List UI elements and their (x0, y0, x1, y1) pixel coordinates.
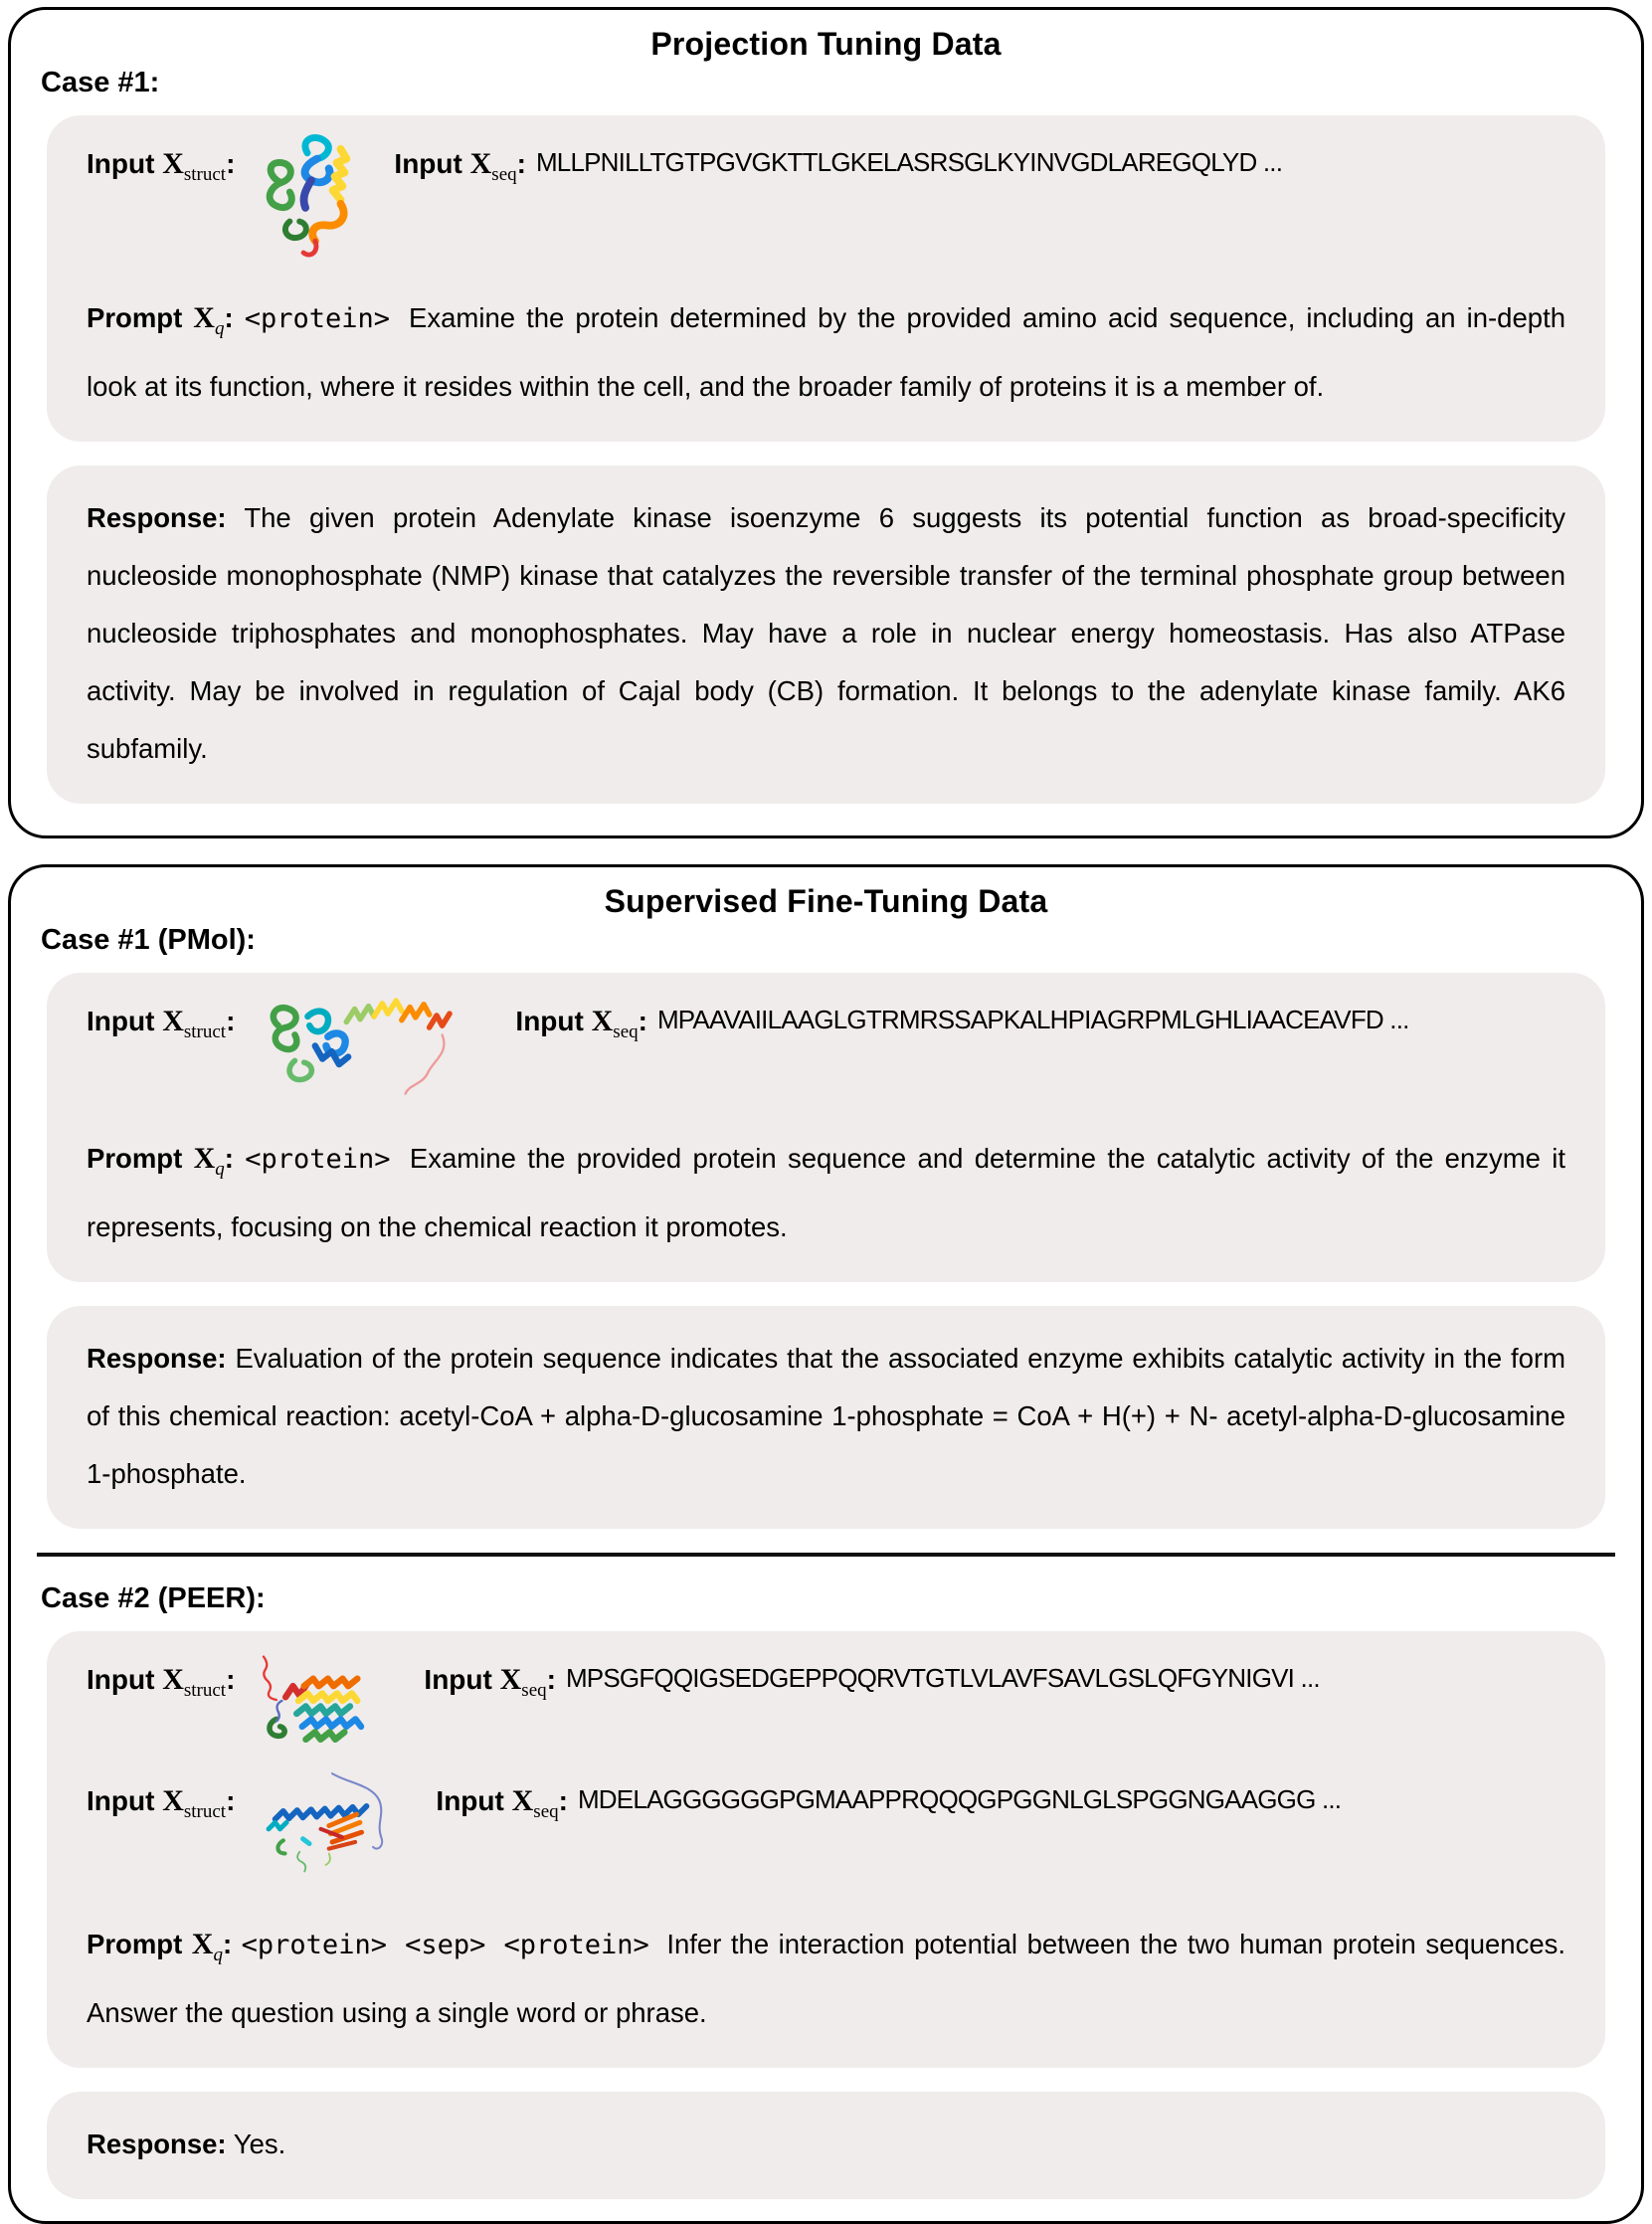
case-label: Case #1: (41, 67, 160, 98)
projection-tuning-panel (8, 7, 1644, 838)
response-text: Yes. (233, 2129, 286, 2159)
response-bubble (47, 2092, 1605, 2199)
sft-panel (8, 864, 1644, 2224)
prompt-special-tokens: <protein> (244, 303, 390, 334)
response-label: Response: (87, 2129, 227, 2159)
input-prompt-bubble (47, 115, 1605, 442)
panel-title: Projection Tuning Data (650, 26, 1002, 62)
input-seq-label: Input $X_{seq}$: (515, 1005, 647, 1042)
response-text: Evaluation of the protein sequence indicates that the associated enzyme exhibits catalytic activity in the form of this chemical reaction: acetyl-CoA + alpha-D-glucosamine 1-phosphate = CoA + H(+) + N- acetyl-alpha-D-glucosamine 1-phosphate. (87, 1343, 1566, 1489)
panel-title: Supervised Fine-Tuning Data (604, 883, 1048, 919)
input-row (87, 131, 1565, 264)
prompt-text: Examine the provided protein sequence and determine the catalytic activity of the enzyme it represents, focusing on the chemical reaction it promotes. (87, 1143, 1566, 1242)
protein-sequence: MLLPNILLTGTPGVGKTTLGKELASRSGLKYINVGDLAREGQLYD ... (535, 147, 1283, 177)
protein-sequence: MDELAGGGGGGPGMAAPPRQQQGPGGNLGLSPGGNGAAGGG ... (577, 1784, 1342, 1814)
prompt-label: Prompt (87, 1143, 183, 1174)
prompt-label: Prompt (87, 302, 183, 333)
prompt-paragraph: Prompt $X_q$: <protein> <sep> <protein> Infer the interaction potential between the two human protein sequences. Answer the question using a single word or phrase. (87, 1928, 1566, 2028)
protein-sequence: MPSGFQQIGSEDGEPPQQRVTGTLVLAVFSAVLGSLQFGYNIGVI ... (565, 1663, 1320, 1693)
protein-structure-image (251, 1647, 398, 1754)
input-seq-label: Input $X_{seq}$: (436, 1784, 568, 1822)
prompt-label: Prompt (87, 1929, 183, 1959)
input-struct-label: Input $X_{struct}$: (87, 147, 236, 185)
protein-structure-image (251, 989, 499, 1104)
response-label: Response: (87, 502, 227, 533)
prompt-text: Examine the protein determined by the provided amino acid sequence, including an in-depth look at its function, where it resides within the cell, and the broader family of proteins it is a member of. (87, 302, 1565, 402)
input-row (87, 989, 1565, 1104)
input-prompt-bubble (47, 973, 1605, 1282)
input-struct-label: Input $X_{struct}$: (87, 1005, 236, 1042)
input-struct-label: Input $X_{struct}$: (87, 1663, 236, 1701)
response-paragraph (87, 2116, 1565, 2173)
input-seq-label: Input $X_{seq}$: (424, 1663, 556, 1701)
protein-structure-image (251, 1768, 410, 1875)
response-bubble (47, 465, 1605, 804)
prompt-paragraph: Prompt $X_q$: <protein> Examine the provided protein sequence and determine the catalytic activity of the enzyme it represents, focusing on the chemical reaction it promotes. (87, 1142, 1566, 1242)
response-paragraph (87, 489, 1565, 778)
input-prompt-bubble (47, 1631, 1605, 2068)
case-divider (37, 1553, 1615, 1557)
protein-structure-image (251, 131, 368, 264)
prompt-special-tokens: <protein> <sep> <protein> (241, 1930, 649, 1960)
input-row (87, 1647, 1565, 1755)
case-label: Case #2 (PEER): (41, 1582, 266, 1614)
input-row (87, 1768, 1565, 1890)
prompt-special-tokens: <protein> (245, 1144, 391, 1175)
response-label: Response: (87, 1343, 227, 1374)
prompt-paragraph: Prompt $X_q$: <protein> Examine the protein determined by the provided amino acid sequence, including an in-depth look at its function, where it resides within the cell, and the broader family of proteins it is a member of. (87, 301, 1565, 402)
prompt-text: Infer the interaction potential between the two human protein sequences. Answer the question using a single word or phrase. (87, 1929, 1566, 2028)
protein-sequence: MPAAVAIILAAGLGTRMRSSAPKALHPIAGRPMLGHLIAACEAVFD ... (656, 1005, 1409, 1034)
case-label: Case #1 (PMol): (41, 924, 256, 956)
response-bubble (47, 1306, 1605, 1529)
input-seq-label: Input $X_{seq}$: (394, 147, 526, 185)
response-text: The given protein Adenylate kinase isoenzyme 6 suggests its potential function as broad-specificity nucleoside monophosphate (NMP) kinase that catalyzes the reversible transfer of the terminal phosphate group between nucleoside triphosphates and monophosphates. May have a role in nuclear energy homeostasis. Has also ATPase activity. May be involved in regulation of Cajal body (CB) formation. It belongs to the adenylate kinase family. AK6 subfamily. (87, 502, 1565, 764)
input-struct-label: Input $X_{struct}$: (87, 1784, 236, 1822)
response-paragraph (87, 1330, 1565, 1503)
